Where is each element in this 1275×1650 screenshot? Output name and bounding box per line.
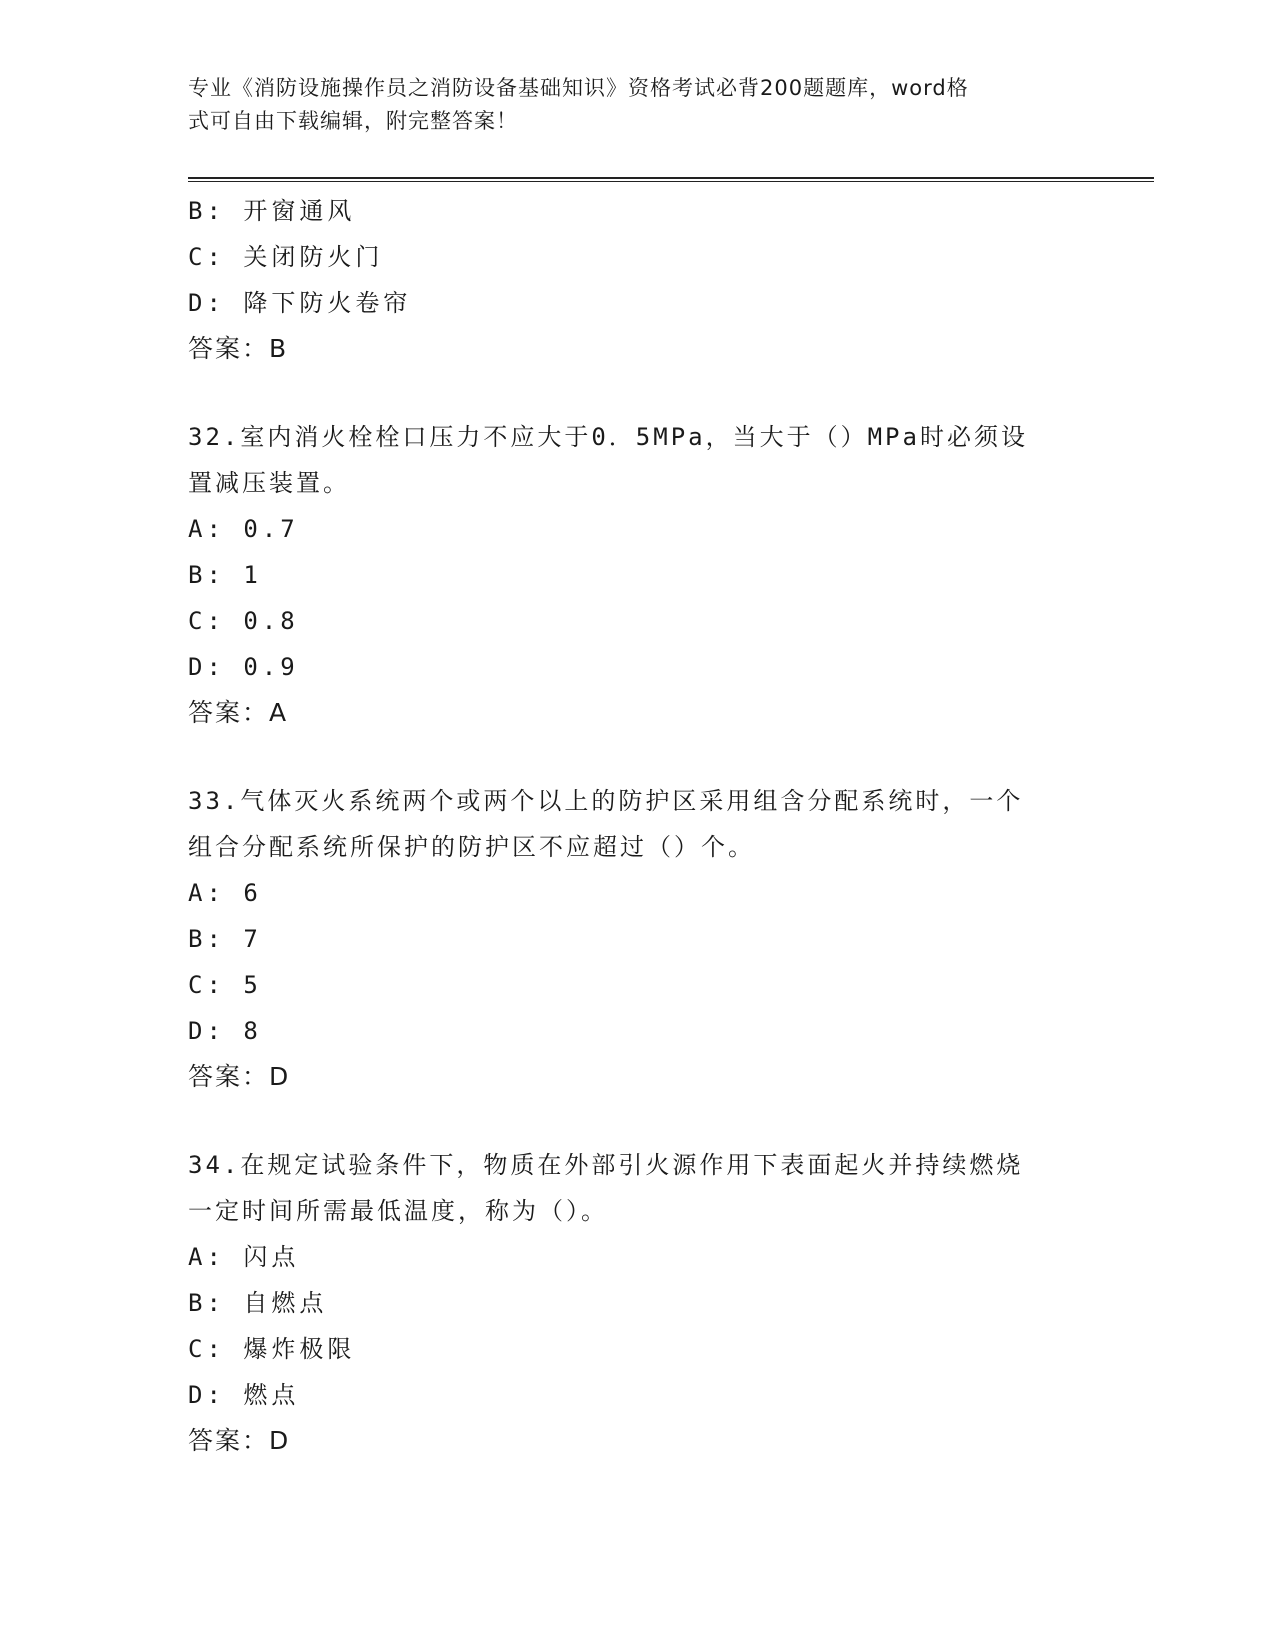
question-text-line: 置减压装置。 (188, 469, 350, 497)
spacer (188, 372, 1088, 414)
spacer (188, 1100, 1088, 1142)
header-line-2: 式可自由下载编辑，附完整答案！ (188, 109, 518, 133)
option-b: B: 开窗通风 (188, 197, 356, 225)
answer-line: 答案：D (188, 1062, 291, 1091)
question-31-continued (188, 188, 1088, 372)
option-c: C: 爆炸极限 (188, 1335, 356, 1363)
question-text-line: 33.气体灭火系统两个或两个以上的防护区采用组含分配系统时，一个 (188, 787, 1024, 815)
question-text-line: 32.室内消火栓栓口压力不应大于0．5MPa，当大于（）MPa时必须设 (188, 423, 1028, 451)
answer-line: 答案：A (188, 698, 289, 727)
option-a: A: 0.7 (188, 515, 299, 543)
spacer (188, 736, 1088, 778)
option-a: A: 闪点 (188, 1243, 300, 1271)
option-d: D: 降下防火卷帘 (188, 289, 412, 317)
option-a: A: 6 (188, 879, 262, 907)
option-b: B: 1 (188, 561, 262, 589)
question-text-line: 一定时间所需最低温度，称为（）。 (188, 1197, 608, 1225)
answer-line: 答案：D (188, 1426, 291, 1455)
question-text-line: 34.在规定试验条件下，物质在外部引火源作用下表面起火并持续燃烧 (188, 1151, 1024, 1179)
option-b: B: 自燃点 (188, 1289, 328, 1317)
option-b: B: 7 (188, 925, 262, 953)
option-d: D: 燃点 (188, 1381, 300, 1409)
question-list (188, 188, 1088, 1464)
question-34 (188, 1142, 1088, 1464)
answer-line: 答案：B (188, 334, 289, 363)
question-33 (188, 778, 1088, 1100)
question-text-line: 组合分配系统所保护的防护区不应超过（）个。 (188, 833, 755, 861)
question-32 (188, 414, 1088, 736)
option-c: C: 0.8 (188, 607, 299, 635)
option-c: C: 5 (188, 971, 262, 999)
header-divider (188, 177, 1154, 182)
option-c: C: 关闭防火门 (188, 243, 384, 271)
option-d: D: 8 (188, 1017, 262, 1045)
option-d: D: 0.9 (188, 653, 299, 681)
document-header (188, 72, 1068, 138)
header-line-1: 专业《消防设施操作员之消防设备基础知识》资格考试必背200题题库，word格 (188, 76, 969, 100)
